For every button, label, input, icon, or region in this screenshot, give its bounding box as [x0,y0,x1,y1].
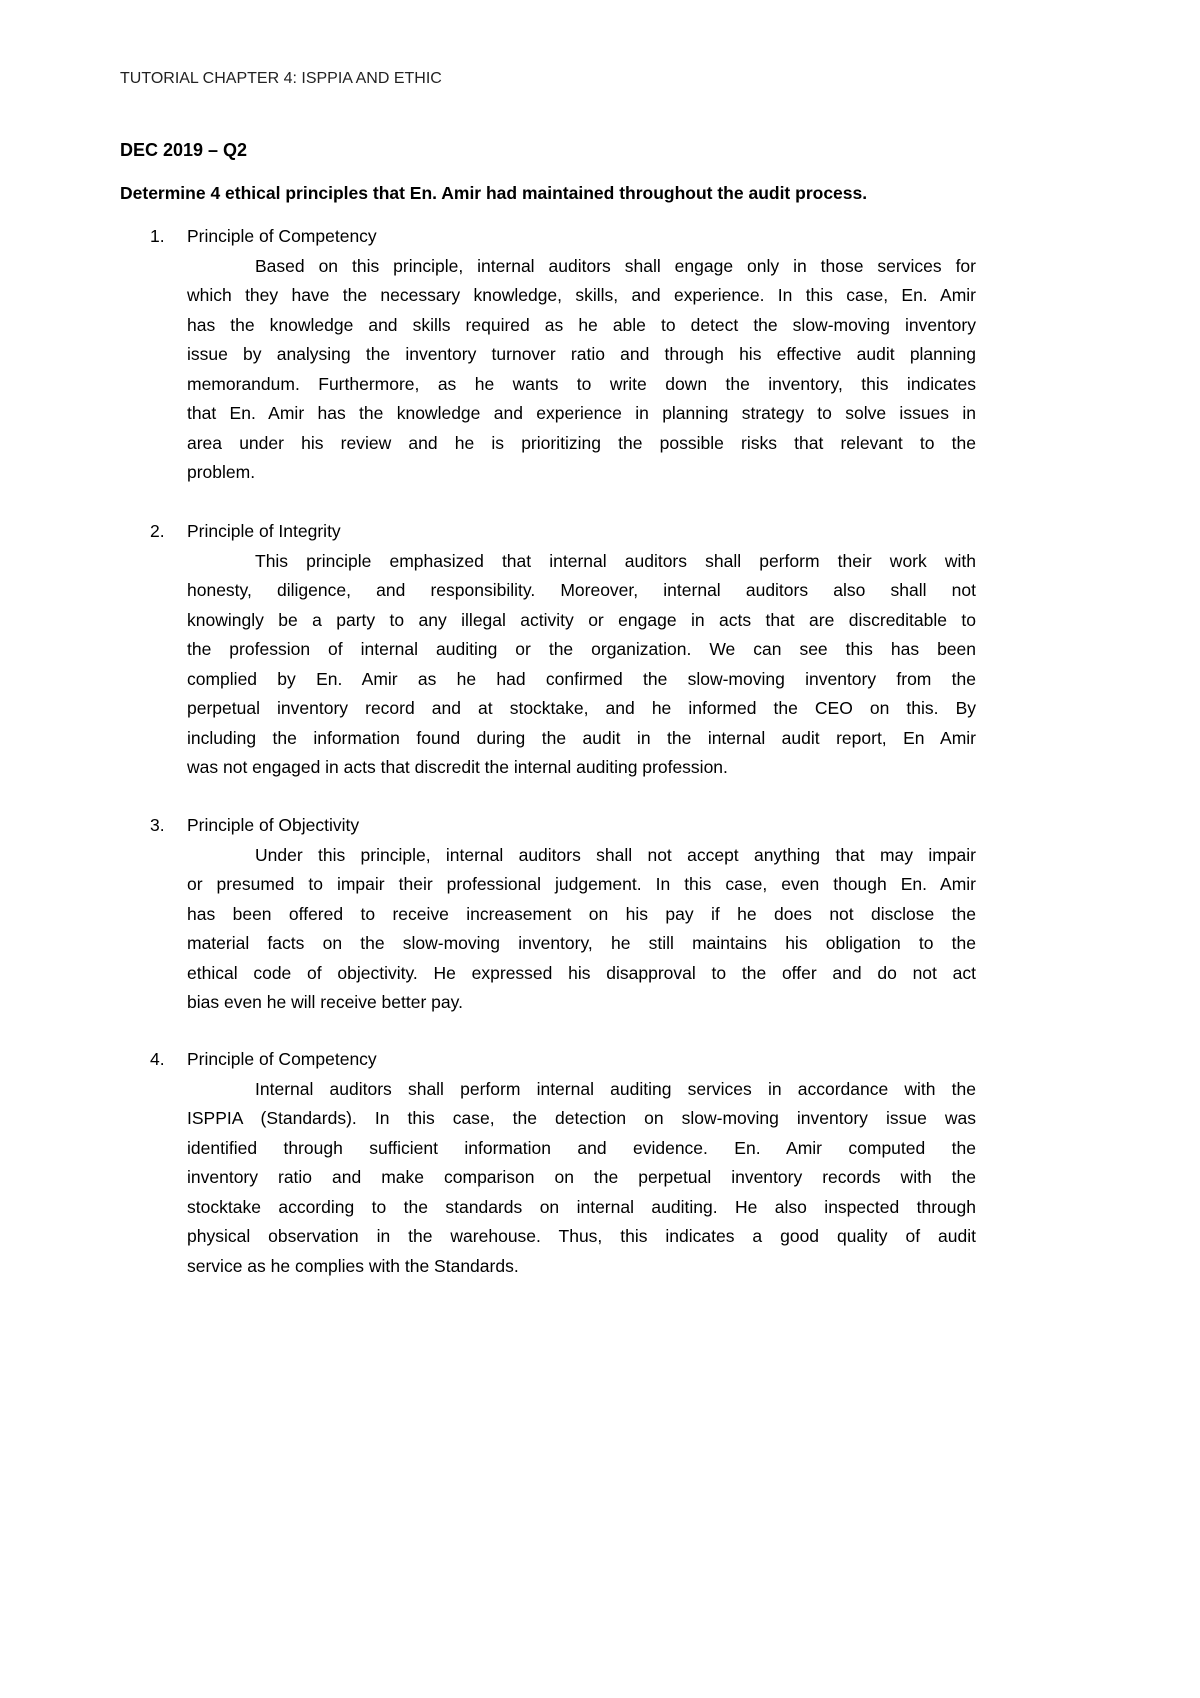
paragraph-line: service as he complies with the Standards. [187,1255,519,1276]
principle-title-text: Principle of Integrity [187,521,341,541]
principle-title-text: Principle of Competency [187,1049,377,1069]
paragraph-line: perpetual inventory record and at stocktake, and he informed the CEO on this. By [187,698,976,718]
paragraph-line: identified through sufficient information and evidence. En. Amir computed the [187,1137,976,1158]
paragraph-line: Internal auditors shall perform internal auditing services in accordance with the [255,1078,976,1099]
paragraph-line: issue by analysing the inventory turnover ratio and through his effective audit planning [187,344,976,364]
paragraph-line: This principle emphasized that internal auditors shall perform their work with [255,550,976,571]
paragraph-line: honesty, diligence, and responsibility. Moreover, internal auditors also shall not [187,580,976,600]
page-header: TUTORIAL CHAPTER 4: ISPPIA AND ETHIC [120,70,442,87]
paragraph-line: Under this principle, internal auditors shall not accept anything that may impair [255,844,976,865]
principle-title [150,222,976,252]
question-code: DEC 2019 – Q2 [120,140,248,160]
paragraph-line: Based on this principle, internal auditors shall engage only in those services for [255,255,976,276]
paragraph-line: the profession of internal auditing or the organization. We can see this has been [187,639,976,659]
paragraph-line: physical observation in the warehouse. Thus, this indicates a good quality of audit [187,1226,976,1246]
principle-title [150,517,976,547]
list-number: 2. [150,521,165,541]
paragraph-line: was not engaged in acts that discredit the internal auditing profession. [187,757,728,777]
question-text: Determine 4 ethical principles that En. Amir had maintained throughout the audit process. [120,183,868,203]
principle-title [150,1045,976,1075]
paragraph-line: material facts on the slow-moving inventory, he still maintains his obligation to the [187,933,976,953]
principle-item [150,811,976,1018]
paragraph-line: including the information found during the audit in the internal audit report, En Amir [187,727,976,748]
list-number: 1. [150,226,165,246]
list-number: 3. [150,815,165,835]
list-number: 4. [150,1049,165,1069]
paragraph-line: bias even he will receive better pay. [187,992,463,1012]
paragraph-line: inventory ratio and make comparison on the perpetual inventory records with the [187,1167,976,1187]
principle-title-text: Principle of Competency [187,226,377,246]
paragraph-line: ethical code of objectivity. He expressed his disapproval to the offer and do not act [187,962,976,983]
paragraph-line: complied by En. Amir as he had confirmed the slow-moving inventory from the [187,668,976,689]
paragraph-line: knowingly be a party to any illegal activity or engage in acts that are discreditable to [187,609,976,630]
principle-title [150,811,976,841]
paragraph-line: that En. Amir has the knowledge and experience in planning strategy to solve issues in [187,403,976,423]
paragraph-line: has been offered to receive increasement on his pay if he does not disclose the [187,903,976,924]
paragraph-line: stocktake according to the standards on internal auditing. He also inspected through [187,1196,976,1217]
paragraph-line: which they have the necessary knowledge, skills, and experience. In this case, En. Amir [187,285,976,305]
principle-title-text: Principle of Objectivity [187,815,360,835]
paragraph-line: ISPPIA (Standards). In this case, the detection on slow-moving inventory issue was [187,1108,976,1128]
principle-item [150,222,976,488]
paragraph-line: has the knowledge and skills required as he able to detect the slow-moving inventory [187,314,976,335]
paragraph-line: area under his review and he is prioritizing the possible risks that relevant to the [187,432,976,453]
principle-item [150,517,976,783]
paragraph-line: or presumed to impair their professional judgement. In this case, even though En. Amir [187,874,976,894]
principle-item [150,1045,976,1281]
paragraph-line: problem. [187,462,256,482]
paragraph-line: memorandum. Furthermore, as he wants to write down the inventory, this indicates [187,373,976,394]
